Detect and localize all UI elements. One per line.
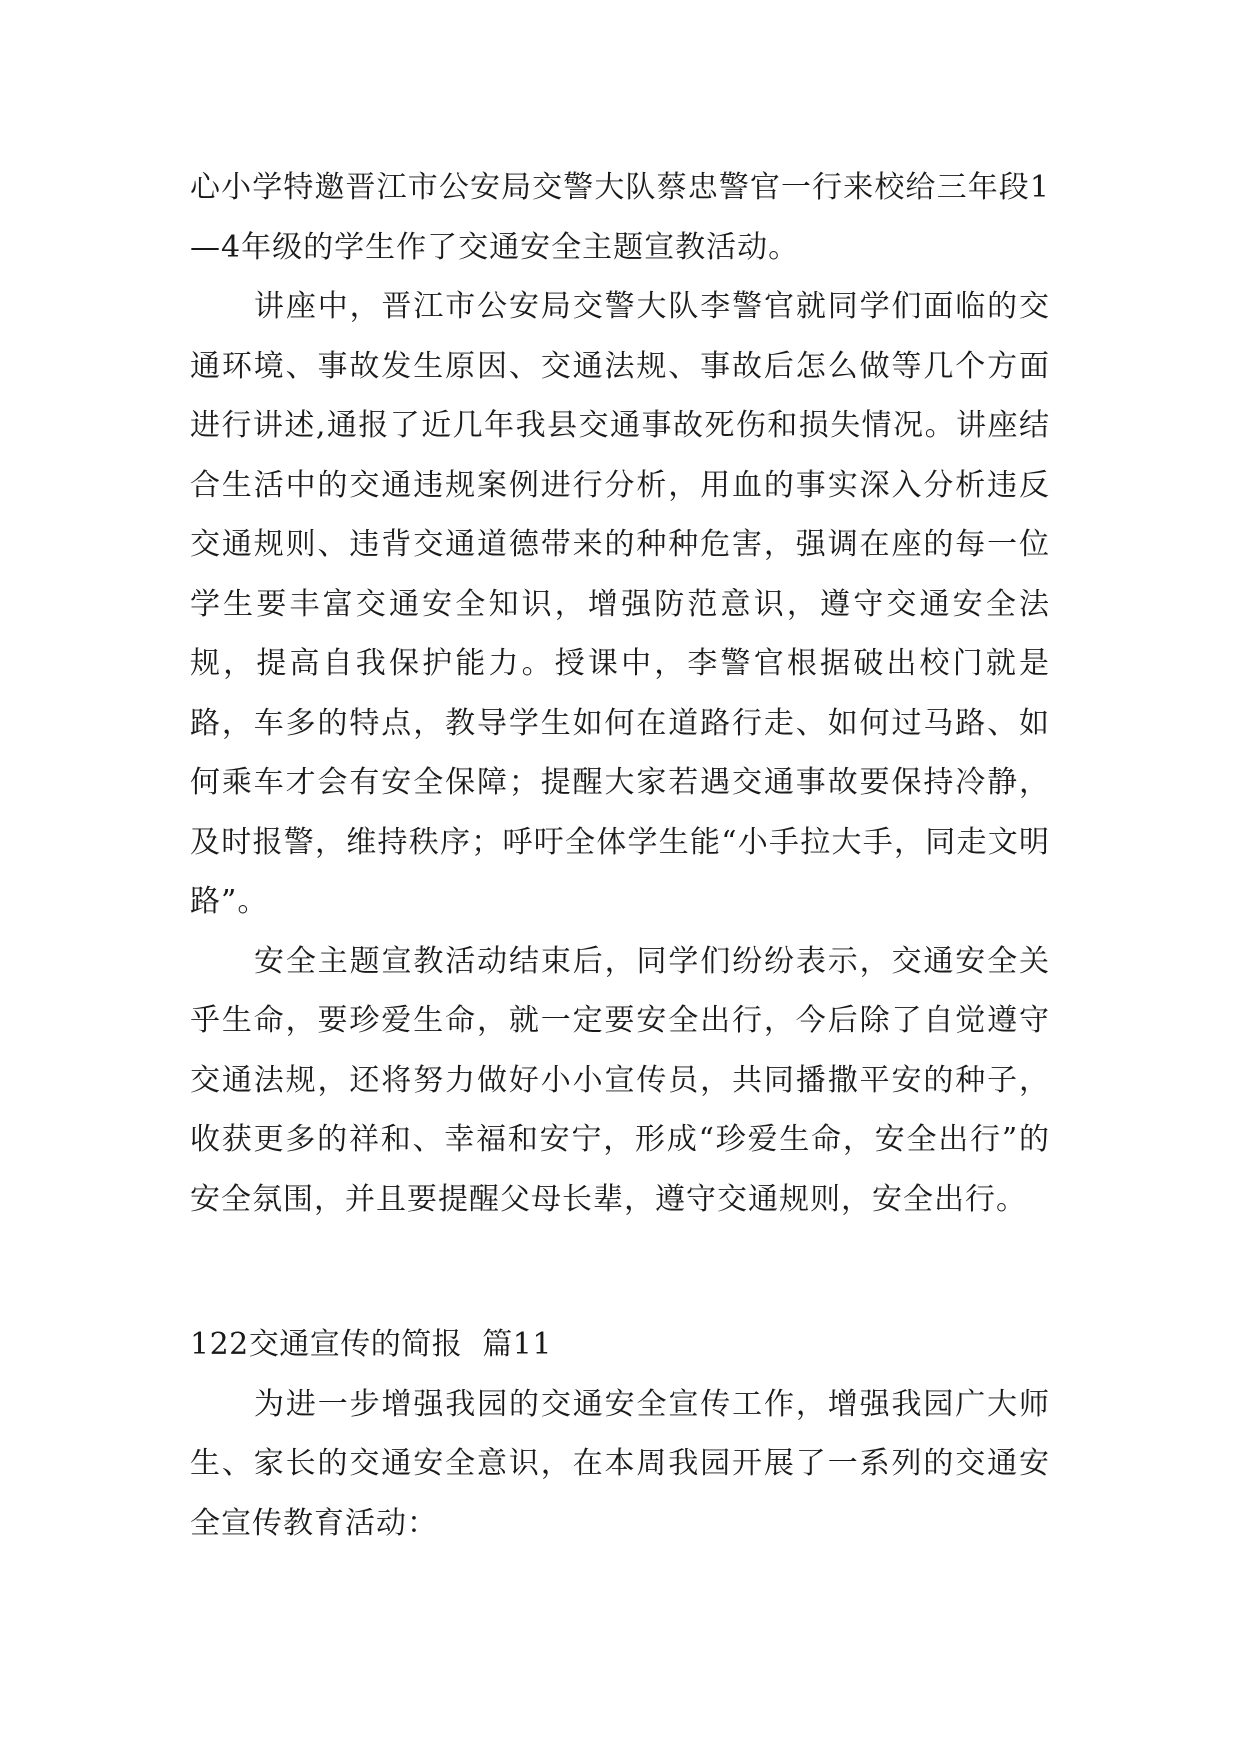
paragraph-conclusion: 安全主题宣教活动结束后，同学们纷纷表示，交通安全关乎生命，要珍爱生命，就一定要安全出行，今后除了自觉遵守交通法规，还将努力做好小小宣传员，共同播撒平安的种子，收获更多的祥和、幸福和安宁，形成“珍爱生命，安全出行”的安全氛围，并且要提醒父母长辈，遵守交通规则，安全出行。 (190, 943, 1050, 1217)
paragraph-lecture: 讲座中，晋江市公安局交警大队李警官就同学们面临的交通环境、事故发生原因、交通法规、事故后怎么做等几个方面进行讲述,通报了近几年我县交通事故死伤和损失情况。讲座结合生活中的交通违规案例进行分析，用血的事实深入分析违反交通规则、违背交通道德带来的种种危害，强调在座的每一位学生要丰富交通安全知识，增强防范意识，遵守交通安全法规，提高自我保护能力。授课中，李警官根据破出校门就是路，车多的特点，教导学生如何在道路行走、如何过马路、如何乘车才会有安全保障；提醒大家若遇交通事故要保持冷静，及时报警，维持秩序；呼吁全体学生能“小手拉大手，同走文明路”。 (190, 289, 1050, 919)
section-heading-title: 122交通宣传的简报 (190, 1327, 463, 1362)
section-1-body (190, 158, 1050, 1229)
section-heading (190, 1315, 1050, 1375)
paragraph-continued: 心小学特邀晋江市公安局交警大队蔡忠警官一行来校给三年段1—4年级的学生作了交通安全主题宣教活动。 (190, 170, 1050, 265)
paragraph-intro: 为进一步增强我园的交通安全宣传工作，增强我园广大师生、家长的交通安全意识，在本周我园开展了一系列的交通安全宣传教育活动： (190, 1386, 1050, 1541)
section-2 (190, 1315, 1050, 1553)
section-heading-part: 篇11 (482, 1327, 552, 1362)
